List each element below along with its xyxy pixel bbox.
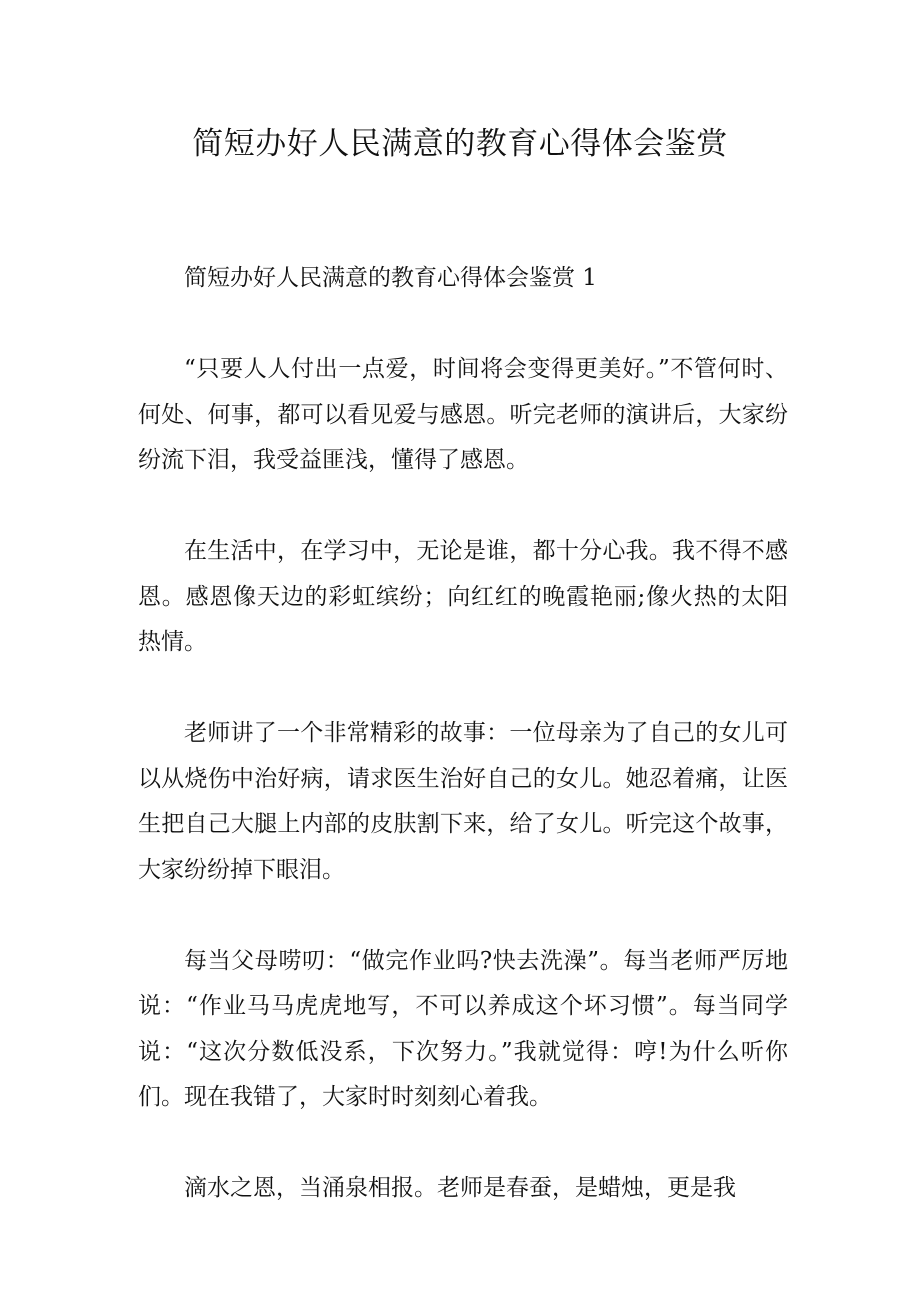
document-title: 简短办好人民满意的教育心得体会鉴赏 bbox=[192, 126, 728, 162]
paragraph-2: 在生活中，在学习中，无论是谁，都十分心我。我不得不感恩。感恩像天边的彩虹缤纷；向红红的晚霞艳丽;像火热的太阳热情。 bbox=[138, 538, 788, 655]
paragraph-3: 老师讲了一个非常精彩的故事：一位母亲为了自己的女儿可以从烧伤中治好病，请求医生治好自己的女儿。她忍着痛，让医生把自己大腿上内部的皮肤割下来，给了女儿。听完这个故事，大家纷纷掉下眼泪。 bbox=[138, 720, 788, 883]
paragraph-5: 滴水之恩，当涌泉相报。老师是春蚕，是蜡烛，更是我 bbox=[184, 1175, 736, 1201]
paragraph-1: “只要人人付出一点爱，时间将会变得更美好。”不管何时、何处、何事，都可以看见爱与感恩。听完老师的演讲后，大家纷纷流下泪，我受益匪浅，懂得了感恩。 bbox=[138, 356, 788, 473]
paragraph-4: 每当父母唠叨：“做完作业吗?快去洗澡”。每当老师严厉地说：“作业马马虎虎地写，不可以养成这个坏习惯”。每当同学说：“这次分数低没系，下次努力。”我就觉得：哼!为什么听你们。现在我错了，大家时时刻刻心着我。 bbox=[138, 947, 788, 1110]
document-body bbox=[138, 256, 788, 1257]
section-heading: 简短办好人民满意的教育心得体会鉴赏 1 bbox=[184, 265, 597, 291]
